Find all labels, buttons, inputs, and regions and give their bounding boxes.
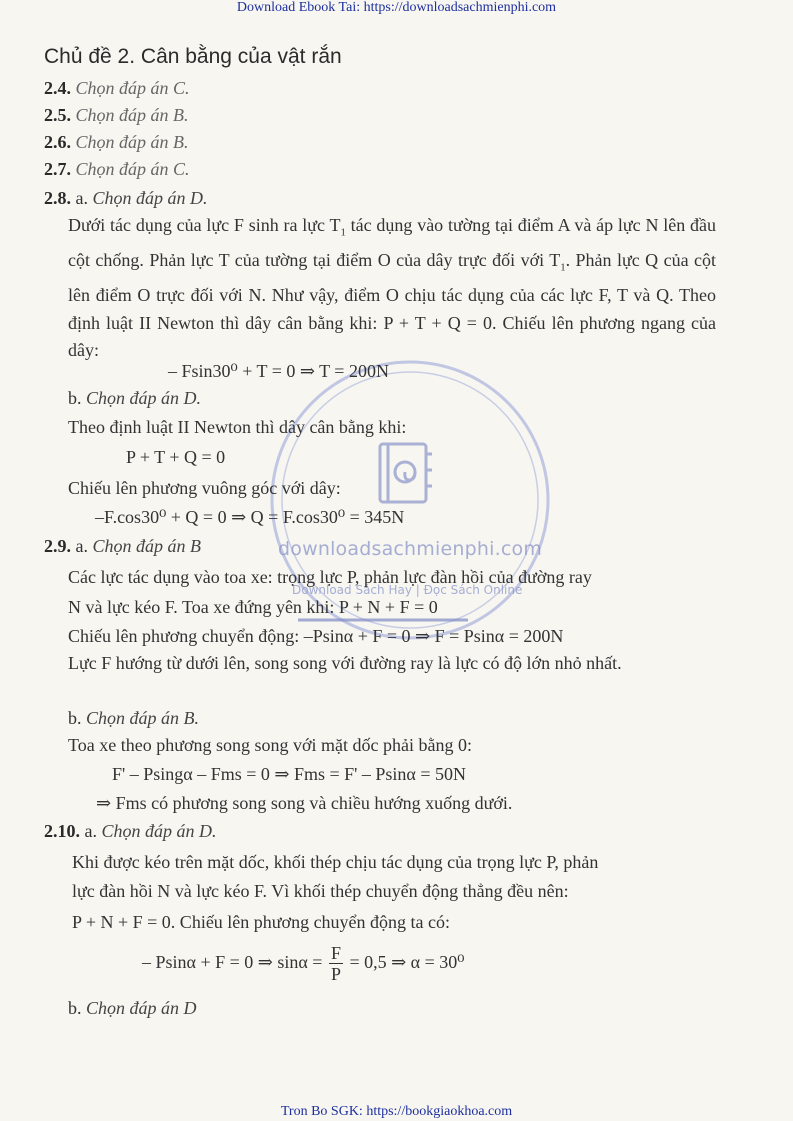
answer-2-7: 2.7. Chọn đáp án C. bbox=[44, 159, 190, 179]
answer-2-9-a: 2.9. a. Chọn đáp án B bbox=[44, 536, 202, 556]
q210-line-3: P + N + F = 0. Chiếu lên phương chuyển động ta có: bbox=[72, 912, 451, 932]
answer-2-5: 2.5. Chọn đáp án B. bbox=[44, 105, 189, 125]
q28-b-projection: Chiếu lên phương vuông góc với dây: bbox=[68, 478, 341, 498]
q28-a-vector-equation: P + T + Q = 0 bbox=[383, 312, 492, 333]
q29-b-line-1: Toa xe theo phương song song với mặt dốc phải bằng 0: bbox=[68, 735, 472, 755]
q28-a-explanation: Dưới tác dụng của lực F sinh ra lực $T_1$ tác dụng vào tường tại điểm A và áp lực N lên đầu cột chống. Phản lực T của tường tại điểm O của dây trực đối với $T_1$. Phản lực Q của cột lên điểm O trực đối với N. Như vậy, điểm O chịu tác dụng của các lực F, T và Q. Theo định luật II Newton thì dây cân bằng khi: P + T + Q = 0. Chiếu lên phương ngang của dây: bbox=[68, 215, 716, 361]
q29-b-conclusion: ⇒ Fms có phương song song và chiều hướng xuống dưới. bbox=[96, 793, 513, 813]
header-download-link[interactable]: Download Ebook Tai: https://downloadsachmienphi.com bbox=[236, 0, 557, 15]
answer-2-6: 2.6. Chọn đáp án B. bbox=[44, 132, 189, 152]
q28-a-formula: – Fsin30⁰ + T = 0 ⇒ T = 200N bbox=[168, 361, 389, 381]
q210-b-answer: b. Chọn đáp án D bbox=[68, 998, 197, 1018]
q210-formula: – Psinα + F = 0 ⇒ sinα = $\frac{F}{P}$ = 0,5 ⇒ α = 30⁰ bbox=[142, 943, 465, 985]
answer-2-10-a: 2.10. a. Chọn đáp án D. bbox=[44, 821, 217, 841]
q28-b-answer: b. Chọn đáp án D. bbox=[68, 388, 202, 408]
q29-line-3: Chiếu lên phương chuyển động: –Psinα + F = 0 ⇒ F = Psinα = 200N bbox=[68, 626, 564, 646]
watermark-site-text: downloadsachmienphi.com bbox=[278, 538, 543, 560]
watermark-tagline: Download Sách Hay | Đọc Sách Online bbox=[292, 583, 523, 597]
q28-b-formula: –F.cos30⁰ + Q = 0 ⇒ Q = F.cos30⁰ = 345N bbox=[95, 507, 405, 527]
answer-2-8-a: 2.8. a. Chọn đáp án D. bbox=[44, 188, 208, 208]
topic-title: Chủ đề 2. Cân bằng của vật rắn bbox=[44, 45, 342, 68]
q29-b-formula: F' – Psingα – Fms = 0 ⇒ Fms = F' – Psinα = 50N bbox=[112, 764, 466, 784]
fraction-f-over-p: $\frac{F}{P}$ bbox=[330, 943, 341, 985]
q28-b-vector-equation: P + T + Q = 0 bbox=[126, 447, 226, 467]
q29-line-2: N và lực kéo F. Toa xe đứng yên khi: P + N + F = 0 bbox=[68, 597, 438, 617]
q210-line-2: lực đàn hồi N và lực kéo F. Vì khối thép chuyển động thẳng đều nên: bbox=[72, 881, 569, 901]
q29-b-answer: b. Chọn đáp án B. bbox=[68, 708, 200, 728]
q210-line-1: Khi được kéo trên mặt dốc, khối thép chịu tác dụng của trọng lực P, phản bbox=[72, 852, 599, 872]
book-at-icon bbox=[380, 444, 432, 502]
q28-b-text: Theo định luật II Newton thì dây cân bằng khi: bbox=[68, 417, 407, 437]
answer-2-4: 2.4. Chọn đáp án C. bbox=[44, 78, 190, 98]
footer-sgk-link[interactable]: Tron Bo SGK: https://bookgiaokhoa.com bbox=[280, 1104, 513, 1119]
q29-line-1: Các lực tác dụng vào toa xe: trọng lực P, phản lực đàn hồi của đường ray bbox=[68, 567, 592, 587]
q29-line-4: Lực F hướng từ dưới lên, song song với đường ray là lực có độ lớn nhỏ nhất. bbox=[68, 653, 622, 673]
